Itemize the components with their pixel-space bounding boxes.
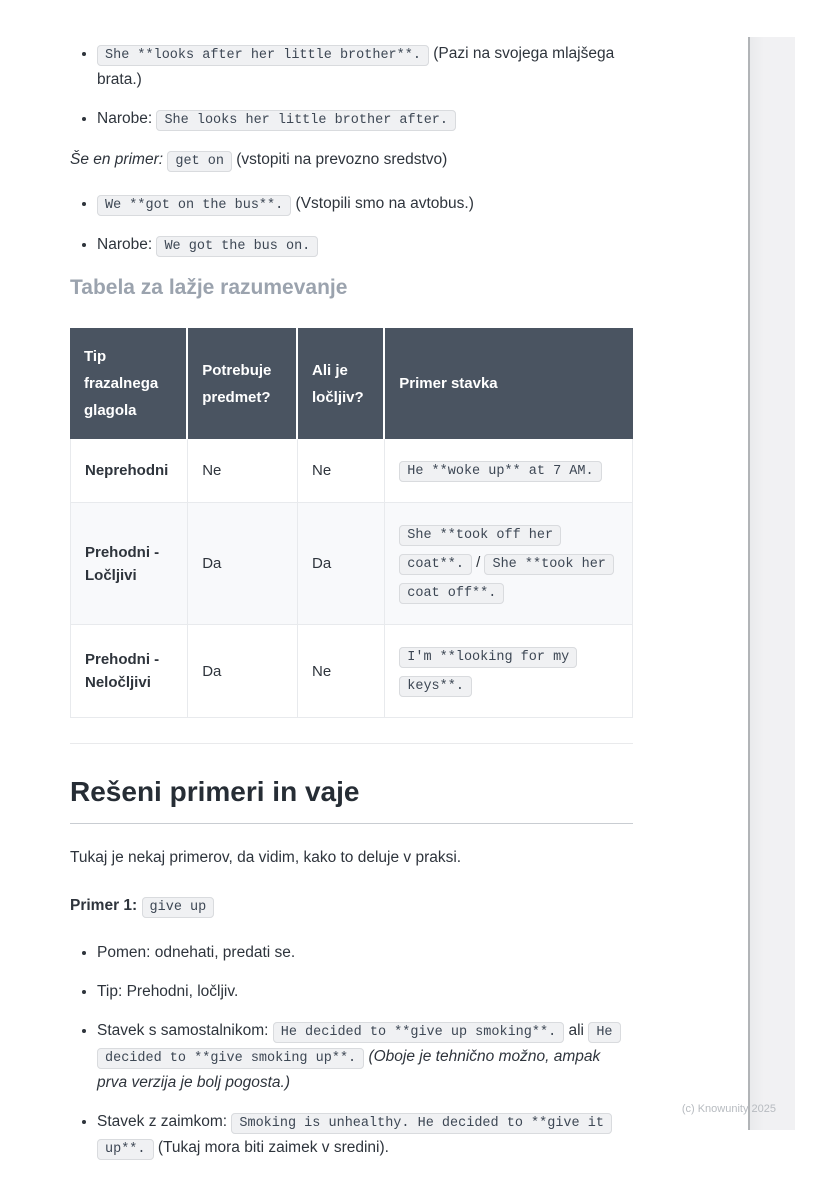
cell-example	[385, 439, 633, 503]
list-item-text: Stavek s samostalnikom:	[97, 1022, 273, 1039]
example-list-mid	[70, 192, 633, 259]
list-item-text: Narobe:	[97, 110, 157, 127]
list-item-text: Pomen: odnehati, predati se.	[97, 944, 296, 961]
list-item	[97, 1110, 633, 1162]
paragraph-text: (vstopiti na prevozno sredstvo)	[231, 151, 448, 168]
code-chip: Smoking is unhealthy. He decided to **give it up**.	[97, 1113, 612, 1160]
list-item	[97, 1019, 633, 1095]
next-page-edge	[748, 37, 795, 1130]
list-item-text: Narobe:	[97, 236, 157, 253]
cell-separable: Ne	[298, 439, 385, 503]
column-header-separable: Ali je ločljiv?	[298, 328, 385, 439]
table-row	[70, 503, 633, 625]
list-item-note: (Oboje je tehnično možno, ampak prva verzija je bolj pogosta.)	[97, 1048, 601, 1091]
cell-needs-object: Ne	[188, 439, 298, 503]
code-chip: He decided to **give up smoking**.	[273, 1022, 564, 1043]
code-chip: We got the bus on.	[156, 236, 318, 257]
solved-intro-paragraph: Tukaj je nekaj primerov, da vidim, kako to deluje v praksi.	[70, 849, 462, 866]
code-chip: He decided to **give smoking up**.	[97, 1022, 621, 1069]
cell-type: Neprehodni	[70, 439, 188, 503]
list-item	[97, 941, 633, 965]
paragraph-lead: Še en primer:	[70, 151, 168, 168]
cell-type: Prehodni - Ločljivi	[70, 503, 188, 625]
list-item	[97, 42, 633, 92]
list-item	[97, 107, 633, 133]
list-item	[97, 233, 633, 259]
example-list-top	[70, 42, 633, 133]
list-item	[97, 980, 633, 1004]
code-chip: give up	[142, 897, 215, 918]
cell-needs-object: Da	[188, 503, 298, 625]
list-item-text: (Tukaj mora biti zaimek v sredini).	[153, 1139, 389, 1156]
code-chip: She **looks after her little brother**.	[97, 45, 429, 66]
example-1-label: Primer 1:	[70, 897, 142, 914]
table-header-row	[70, 328, 633, 439]
code-chip: I'm **looking for my keys**.	[399, 647, 577, 697]
example-1-line	[70, 894, 633, 920]
code-chip: We **got on the bus**.	[97, 195, 291, 216]
list-item	[97, 192, 633, 218]
list-item-text: (Vstopili smo na avtobus.)	[291, 195, 474, 212]
code-chip: She **took off her coat**.	[399, 525, 561, 575]
document-content	[70, 0, 633, 1177]
phrasal-verb-table	[70, 328, 633, 718]
table-header	[70, 328, 633, 439]
cell-example	[385, 625, 633, 718]
table-row	[70, 439, 633, 503]
code-chip: get on	[167, 151, 232, 172]
list-item-text: Tip: Prehodni, ločljiv.	[97, 983, 239, 1000]
solved-section-heading: Rešeni primeri in vaje	[70, 775, 633, 824]
column-header-example: Primer stavka	[385, 328, 633, 439]
cell-separable: Ne	[298, 625, 385, 718]
list-item-text: ali	[564, 1022, 589, 1039]
list-item-text: (Pazi na svojega mlajšega brata.)	[97, 45, 615, 88]
cell-separable: Da	[298, 503, 385, 625]
cell-needs-object: Da	[188, 625, 298, 718]
table-row	[70, 625, 633, 718]
code-chip: He **woke up** at 7 AM.	[399, 461, 601, 482]
more-example-paragraph	[70, 148, 633, 174]
watermark-text: (c) Knowunity 2025	[681, 1103, 776, 1115]
solved-example-list	[70, 941, 633, 1162]
code-chip: She looks her little brother after.	[156, 110, 456, 131]
cell-type: Prehodni - Neločljivi	[70, 625, 188, 718]
example-separator: /	[471, 554, 485, 571]
list-item-text: Stavek z zaimkom:	[97, 1113, 232, 1130]
cell-example	[385, 503, 633, 625]
section-divider	[70, 743, 633, 744]
column-header-type: Tip frazalnega glagola	[70, 328, 188, 439]
column-header-needs-object: Potrebuje predmet?	[188, 328, 298, 439]
table-section-heading: Tabela za lažje razumevanje	[70, 276, 348, 299]
code-chip: She **took her coat off**.	[399, 554, 614, 604]
